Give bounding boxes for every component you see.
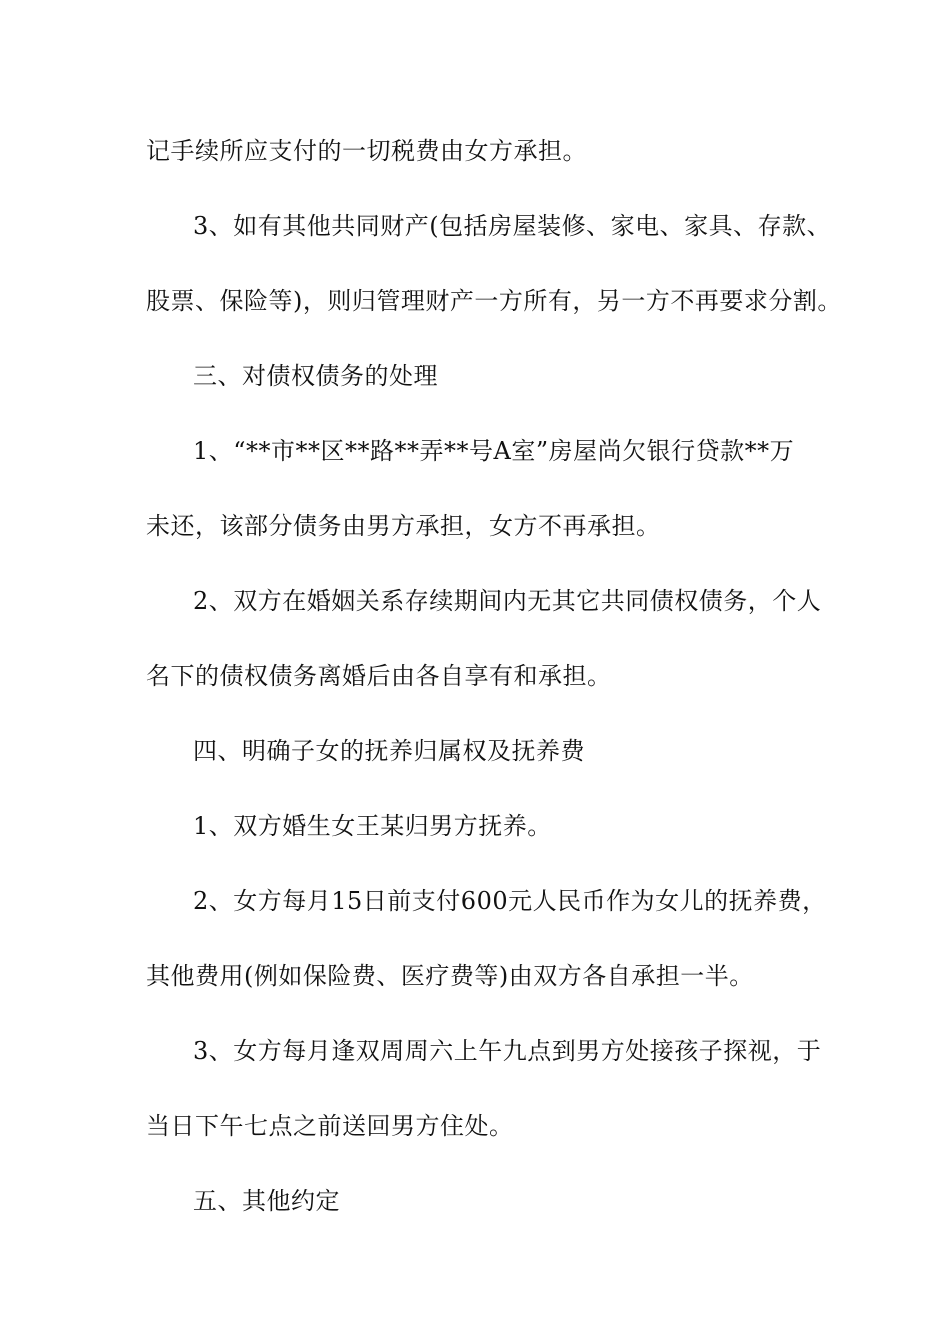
text-line: 股票、保险等)，则归管理财产一方所有，另一方不再要求分割。 — [146, 287, 842, 315]
text-line: 其他费用(例如保险费、医疗费等)由双方各自承担一半。 — [146, 962, 754, 990]
section-heading: 三、对债权债务的处理 — [193, 362, 438, 390]
section-heading: 五、其他约定 — [193, 1187, 340, 1215]
text-line: 2、女方每月15日前支付600元人民币作为女儿的抚养费， — [193, 887, 827, 915]
text-line: 1、双方婚生女王某归男方抚养。 — [193, 812, 552, 840]
section-heading: 四、明确子女的抚养归属权及抚养费 — [193, 737, 585, 765]
text-line: 3、如有其他共同财产(包括房屋装修、家电、家具、存款、 — [193, 212, 832, 240]
text-line: 2、双方在婚姻关系存续期间内无其它共同债权债务，个人 — [193, 587, 822, 615]
text-line: 1、“**市**区**路**弄**号A室”房屋尚欠银行贷款**万 — [193, 437, 795, 465]
text-line: 名下的债权债务离婚后由各自享有和承担。 — [146, 662, 612, 690]
text-line: 3、女方每月逢双周周六上午九点到男方处接孩子探视，于 — [193, 1037, 822, 1065]
text-line: 未还，该部分债务由男方承担，女方不再承担。 — [146, 512, 661, 540]
text-line: 当日下午七点之前送回男方住处。 — [146, 1112, 514, 1140]
text-line: 记手续所应支付的一切税费由女方承担。 — [146, 137, 587, 165]
